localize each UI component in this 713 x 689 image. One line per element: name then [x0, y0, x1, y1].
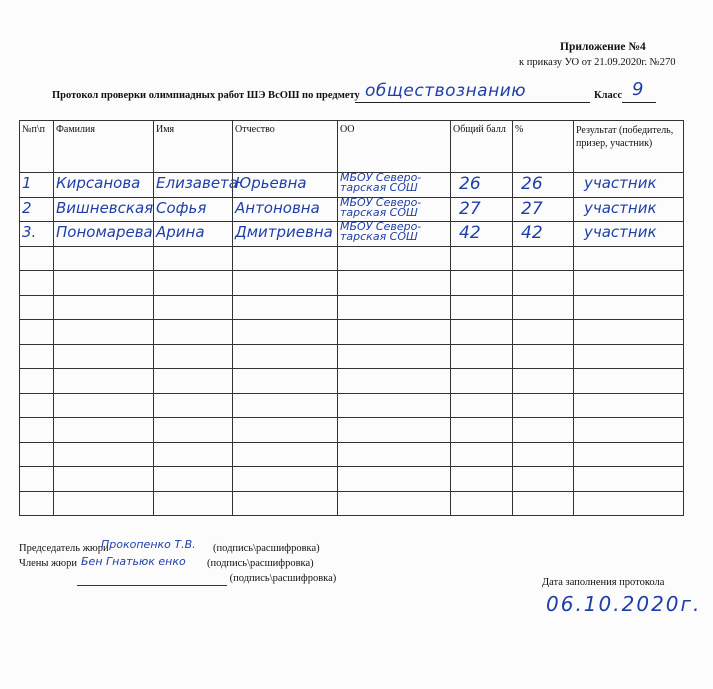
cell-surname: Пономарева: [54, 222, 154, 247]
empty-cell: [451, 418, 513, 443]
members-label: Члены жюри: [19, 558, 77, 569]
col-header-school: ОО: [338, 121, 451, 173]
cell-score: 27: [451, 197, 513, 222]
col-header-score: Общий балл: [451, 121, 513, 173]
appendix-label: Приложение №4: [560, 41, 646, 53]
cell-school: МБОУ Северо-тарская СОШ: [338, 173, 451, 198]
empty-cell: [513, 271, 574, 296]
empty-cell: [574, 393, 684, 418]
cell-patronymic: Дмитриевна: [233, 222, 338, 247]
cell-result: участник: [574, 173, 684, 198]
empty-cell: [513, 369, 574, 394]
empty-cell: [20, 418, 54, 443]
empty-cell: [154, 418, 233, 443]
chair-hint: (подпись\расшифровка): [213, 543, 320, 554]
empty-cell: [574, 491, 684, 516]
empty-cell: [54, 491, 154, 516]
empty-cell: [154, 369, 233, 394]
empty-cell: [451, 344, 513, 369]
empty-cell: [338, 393, 451, 418]
empty-cell: [574, 344, 684, 369]
empty-cell: [574, 369, 684, 394]
empty-cell: [20, 271, 54, 296]
empty-cell: [338, 320, 451, 345]
empty-cell: [154, 467, 233, 492]
empty-cell: [451, 442, 513, 467]
cell-patronymic: Юрьевна: [233, 173, 338, 198]
empty-cell: [233, 442, 338, 467]
empty-cell: [338, 491, 451, 516]
member-hint: (подпись\расшифровка): [207, 558, 314, 569]
table-row: [20, 197, 684, 222]
class-label: Класс: [594, 90, 623, 101]
results-table: [19, 120, 684, 516]
empty-cell: [54, 320, 154, 345]
empty-cell: [574, 246, 684, 271]
empty-cell: [20, 320, 54, 345]
cell-score: 26: [451, 173, 513, 198]
blank-signature-line: [77, 585, 227, 586]
empty-cell: [451, 393, 513, 418]
empty-cell: [54, 344, 154, 369]
empty-cell: [20, 344, 54, 369]
empty-cell: [574, 442, 684, 467]
cell-surname: Кирсанова: [54, 173, 154, 198]
col-header-percent: %: [513, 121, 574, 173]
table-row-empty: [20, 418, 684, 443]
cell-name: Софья: [154, 197, 233, 222]
chair-signature: Прокопенко Т.В.: [101, 538, 196, 551]
empty-cell: [513, 442, 574, 467]
empty-cell: [154, 344, 233, 369]
cell-number: 3.: [20, 222, 54, 247]
table-row: [20, 173, 684, 198]
class-field: [622, 79, 656, 103]
empty-cell: [233, 467, 338, 492]
member-signature: Бен Гнатьюк енко: [81, 555, 186, 568]
cell-percent: 27: [513, 197, 574, 222]
empty-cell: [513, 320, 574, 345]
empty-cell: [338, 418, 451, 443]
empty-cell: [233, 418, 338, 443]
empty-cell: [154, 320, 233, 345]
empty-cell: [338, 344, 451, 369]
empty-cell: [54, 246, 154, 271]
empty-cell: [451, 320, 513, 345]
class-value: 9: [632, 79, 644, 100]
empty-cell: [54, 442, 154, 467]
empty-cell: [233, 320, 338, 345]
empty-cell: [338, 271, 451, 296]
empty-cell: [574, 320, 684, 345]
chair-label: Председатель жюри: [19, 543, 109, 554]
empty-cell: [233, 369, 338, 394]
empty-cell: [451, 491, 513, 516]
protocol-title: Протокол проверки олимпиадных работ ШЭ ВсОШ по предмету: [52, 90, 360, 101]
empty-cell: [513, 393, 574, 418]
date-label: Дата заполнения протокола: [542, 577, 665, 588]
cell-name: Елизавета: [154, 173, 233, 198]
table-row-empty: [20, 271, 684, 296]
empty-cell: [20, 295, 54, 320]
table-row-empty: [20, 320, 684, 345]
empty-cell: [54, 271, 154, 296]
empty-cell: [54, 418, 154, 443]
empty-cell: [54, 369, 154, 394]
empty-cell: [451, 295, 513, 320]
empty-cell: [574, 467, 684, 492]
table-row-empty: [20, 344, 684, 369]
order-reference: к приказу УО от 21.09.2020г. №270: [519, 57, 676, 68]
blank-hint: (подпись\расшифровка): [229, 573, 337, 584]
empty-cell: [233, 393, 338, 418]
blank-signature-row: [19, 571, 336, 586]
empty-cell: [513, 246, 574, 271]
col-header-patronymic: Отчество: [233, 121, 338, 173]
table-header-row: [20, 121, 684, 173]
empty-cell: [513, 491, 574, 516]
cell-number: 1: [20, 173, 54, 198]
empty-cell: [154, 491, 233, 516]
empty-cell: [233, 344, 338, 369]
empty-cell: [154, 246, 233, 271]
subject-field: [355, 81, 590, 103]
empty-cell: [338, 442, 451, 467]
member-signature-row: [19, 556, 336, 571]
table-row: [20, 222, 684, 247]
empty-cell: [20, 491, 54, 516]
empty-cell: [574, 271, 684, 296]
empty-cell: [338, 246, 451, 271]
empty-cell: [233, 295, 338, 320]
col-header-result: Результат (победитель, призер, участник): [574, 121, 684, 173]
empty-cell: [54, 467, 154, 492]
empty-cell: [20, 393, 54, 418]
cell-number: 2: [20, 197, 54, 222]
empty-cell: [54, 295, 154, 320]
table-row-empty: [20, 246, 684, 271]
table-row-empty: [20, 467, 684, 492]
cell-result: участник: [574, 222, 684, 247]
col-header-surname: Фамилия: [54, 121, 154, 173]
empty-cell: [451, 369, 513, 394]
col-header-name: Имя: [154, 121, 233, 173]
empty-cell: [233, 246, 338, 271]
empty-cell: [513, 295, 574, 320]
cell-score: 42: [451, 222, 513, 247]
empty-cell: [20, 369, 54, 394]
empty-cell: [513, 467, 574, 492]
empty-cell: [574, 418, 684, 443]
empty-cell: [154, 442, 233, 467]
date-value: 06.10.2020г.: [546, 592, 702, 616]
empty-cell: [338, 369, 451, 394]
cell-school: МБОУ Северо-тарская СОШ: [338, 197, 451, 222]
table-row-empty: [20, 393, 684, 418]
empty-cell: [20, 442, 54, 467]
empty-cell: [154, 393, 233, 418]
empty-cell: [233, 491, 338, 516]
empty-cell: [513, 344, 574, 369]
empty-cell: [20, 246, 54, 271]
empty-cell: [20, 467, 54, 492]
cell-result: участник: [574, 197, 684, 222]
empty-cell: [574, 295, 684, 320]
empty-cell: [451, 467, 513, 492]
empty-cell: [451, 246, 513, 271]
empty-cell: [513, 418, 574, 443]
cell-school: МБОУ Северо-тарская СОШ: [338, 222, 451, 247]
signatures-block: [19, 538, 337, 586]
cell-percent: 26: [513, 173, 574, 198]
cell-surname: Вишневская: [54, 197, 154, 222]
empty-cell: [154, 271, 233, 296]
cell-name: Арина: [154, 222, 233, 247]
empty-cell: [233, 271, 338, 296]
table-row-empty: [20, 369, 684, 394]
table-row-empty: [20, 295, 684, 320]
col-header-number: №п\п: [20, 121, 54, 173]
subject-value: обществознанию: [365, 81, 527, 101]
table-row-empty: [20, 491, 684, 516]
cell-percent: 42: [513, 222, 574, 247]
empty-cell: [338, 295, 451, 320]
empty-cell: [54, 393, 154, 418]
cell-patronymic: Антоновна: [233, 197, 338, 222]
table-row-empty: [20, 442, 684, 467]
empty-cell: [338, 467, 451, 492]
empty-cell: [451, 271, 513, 296]
empty-cell: [154, 295, 233, 320]
